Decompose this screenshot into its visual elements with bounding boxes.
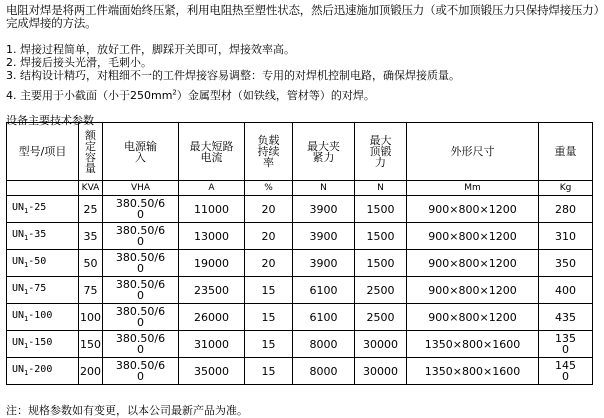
model-subscript: 1 (24, 314, 29, 323)
model-subscript: 1 (24, 368, 29, 377)
clamp-cell: 8000 (293, 331, 355, 358)
duty-cell: 20 (245, 223, 293, 250)
model-subscript: 1 (24, 233, 29, 242)
capacity-cell: 75 (79, 277, 103, 304)
model-cell (7, 277, 79, 304)
current-cell: 23500 (179, 277, 245, 304)
capacity-cell: 35 (79, 223, 103, 250)
input-cell: 380.50/60 (103, 304, 179, 331)
duty-cell: 15 (245, 304, 293, 331)
size-cell: 900×800×1200 (407, 223, 539, 250)
model-prefix: UN (12, 255, 25, 267)
clamp-cell: 8000 (293, 358, 355, 385)
unit-weight: Kg (539, 181, 593, 196)
header-size: 外形尺寸 (407, 123, 539, 181)
footer-note: 注：规格参数如有变更，以本公司最新产品为准。 (6, 404, 248, 417)
model-prefix: UN (12, 363, 25, 375)
model-prefix: UN (12, 201, 25, 213)
model-cell (7, 304, 79, 331)
weight-cell: 350 (539, 250, 593, 277)
size-cell: 1350×800×1600 (407, 358, 539, 385)
capacity-cell: 25 (79, 196, 103, 223)
upset-cell: 30000 (355, 358, 407, 385)
units-row (7, 181, 593, 196)
weight-cell: 1350 (539, 331, 593, 358)
weight-cell: 280 (539, 196, 593, 223)
intro-paragraph: 电阻对焊是将两工件端面始终压紧，利用电阻热至塑性状态，然后迅速施加顶锻压力（或不加顶锻压力只保持焊接压力）完成焊接的方法。 (6, 3, 600, 30)
duty-cell: 20 (245, 250, 293, 277)
unit-clamp: N (293, 181, 355, 196)
unit-model (7, 181, 79, 196)
duty-cell: 20 (245, 196, 293, 223)
model-prefix: UN (12, 228, 25, 240)
weight-cell: 1450 (539, 358, 593, 385)
model-subscript: 1 (24, 287, 29, 296)
input-cell: 380.50/60 (103, 196, 179, 223)
size-cell: 1350×800×1600 (407, 331, 539, 358)
table-row (7, 304, 593, 331)
weight-cell: 400 (539, 277, 593, 304)
clamp-cell: 3900 (293, 250, 355, 277)
header-weight: 重量 (539, 123, 593, 181)
feature-item-3: 3. 结构设计精巧，对粗细不一的工件焊接容易调整：专用的对焊机控制电路，确保焊接质量。 (6, 69, 460, 82)
current-cell: 13000 (179, 223, 245, 250)
model-suffix: -50 (28, 255, 47, 267)
model-suffix: -100 (28, 309, 53, 321)
table-row (7, 358, 593, 385)
table-row (7, 196, 593, 223)
model-subscript: 1 (24, 260, 29, 269)
table-row (7, 250, 593, 277)
model-suffix: -150 (28, 336, 53, 348)
clamp-cell: 6100 (293, 277, 355, 304)
model-cell (7, 250, 79, 277)
input-cell: 380.50/60 (103, 223, 179, 250)
upset-cell: 1500 (355, 250, 407, 277)
capacity-cell: 200 (79, 358, 103, 385)
unit-duty: % (245, 181, 293, 196)
header-model: 型号/项目 (7, 123, 79, 181)
feature-item-4 (6, 89, 375, 102)
model-suffix: -35 (28, 228, 47, 240)
unit-current: A (179, 181, 245, 196)
unit-input: VHA (103, 181, 179, 196)
duty-cell: 15 (245, 277, 293, 304)
size-cell: 900×800×1200 (407, 196, 539, 223)
feature-4-text-after: ）金属型材（如铁线，管材等）的对焊。 (176, 89, 375, 102)
upset-cell: 2500 (355, 277, 407, 304)
header-capacity: 额定容量 (79, 123, 103, 181)
model-suffix: -25 (28, 201, 47, 213)
table-row (7, 277, 593, 304)
model-suffix: -200 (28, 363, 53, 375)
model-prefix: UN (12, 336, 25, 348)
upset-cell: 1500 (355, 223, 407, 250)
input-cell: 380.50/60 (103, 331, 179, 358)
capacity-cell: 100 (79, 304, 103, 331)
feature-item-1: 1. 焊接过程简单，放好工件，脚踩开关即可，焊接效率高。 (6, 43, 295, 56)
unit-upset: N (355, 181, 407, 196)
unit-size: Mm (407, 181, 539, 196)
current-cell: 35000 (179, 358, 245, 385)
current-cell: 26000 (179, 304, 245, 331)
model-subscript: 1 (24, 341, 29, 350)
feature-4-superscript: 2 (172, 88, 177, 97)
model-cell (7, 358, 79, 385)
input-cell: 380.50/60 (103, 250, 179, 277)
table-row (7, 223, 593, 250)
header-current: 最大短路电流 (179, 123, 245, 181)
model-prefix: UN (12, 309, 25, 321)
capacity-cell: 150 (79, 331, 103, 358)
duty-cell: 15 (245, 331, 293, 358)
size-cell: 900×800×1200 (407, 250, 539, 277)
header-upset: 最大顶锻力 (355, 123, 407, 181)
model-cell (7, 196, 79, 223)
unit-capacity: KVA (79, 181, 103, 196)
clamp-cell: 6100 (293, 304, 355, 331)
upset-cell: 30000 (355, 331, 407, 358)
header-clamp: 最大夹紧力 (293, 123, 355, 181)
spec-table (6, 122, 593, 385)
model-subscript: 1 (24, 206, 29, 215)
weight-cell: 435 (539, 304, 593, 331)
model-prefix: UN (12, 282, 25, 294)
current-cell: 11000 (179, 196, 245, 223)
current-cell: 19000 (179, 250, 245, 277)
size-cell: 900×800×1200 (407, 304, 539, 331)
feature-4-text-before: 4. 主要用于小截面（小于250mm (6, 89, 173, 102)
input-cell: 380.50/60 (103, 277, 179, 304)
duty-cell: 15 (245, 358, 293, 385)
model-cell (7, 223, 79, 250)
clamp-cell: 3900 (293, 223, 355, 250)
clamp-cell: 3900 (293, 196, 355, 223)
header-input: 电源输入 (103, 123, 179, 181)
input-cell: 380.50/60 (103, 358, 179, 385)
size-cell: 900×800×1200 (407, 277, 539, 304)
header-duty: 负载持续率 (245, 123, 293, 181)
capacity-cell: 50 (79, 250, 103, 277)
upset-cell: 2500 (355, 304, 407, 331)
table-row (7, 331, 593, 358)
upset-cell: 1500 (355, 196, 407, 223)
section-title: 设备主要技术参数 (6, 114, 94, 127)
feature-item-2: 2. 焊接后接头光滑，毛刺小。 (6, 56, 152, 69)
model-cell (7, 331, 79, 358)
current-cell: 31000 (179, 331, 245, 358)
header-row (7, 123, 593, 181)
model-suffix: -75 (28, 282, 47, 294)
weight-cell: 310 (539, 223, 593, 250)
